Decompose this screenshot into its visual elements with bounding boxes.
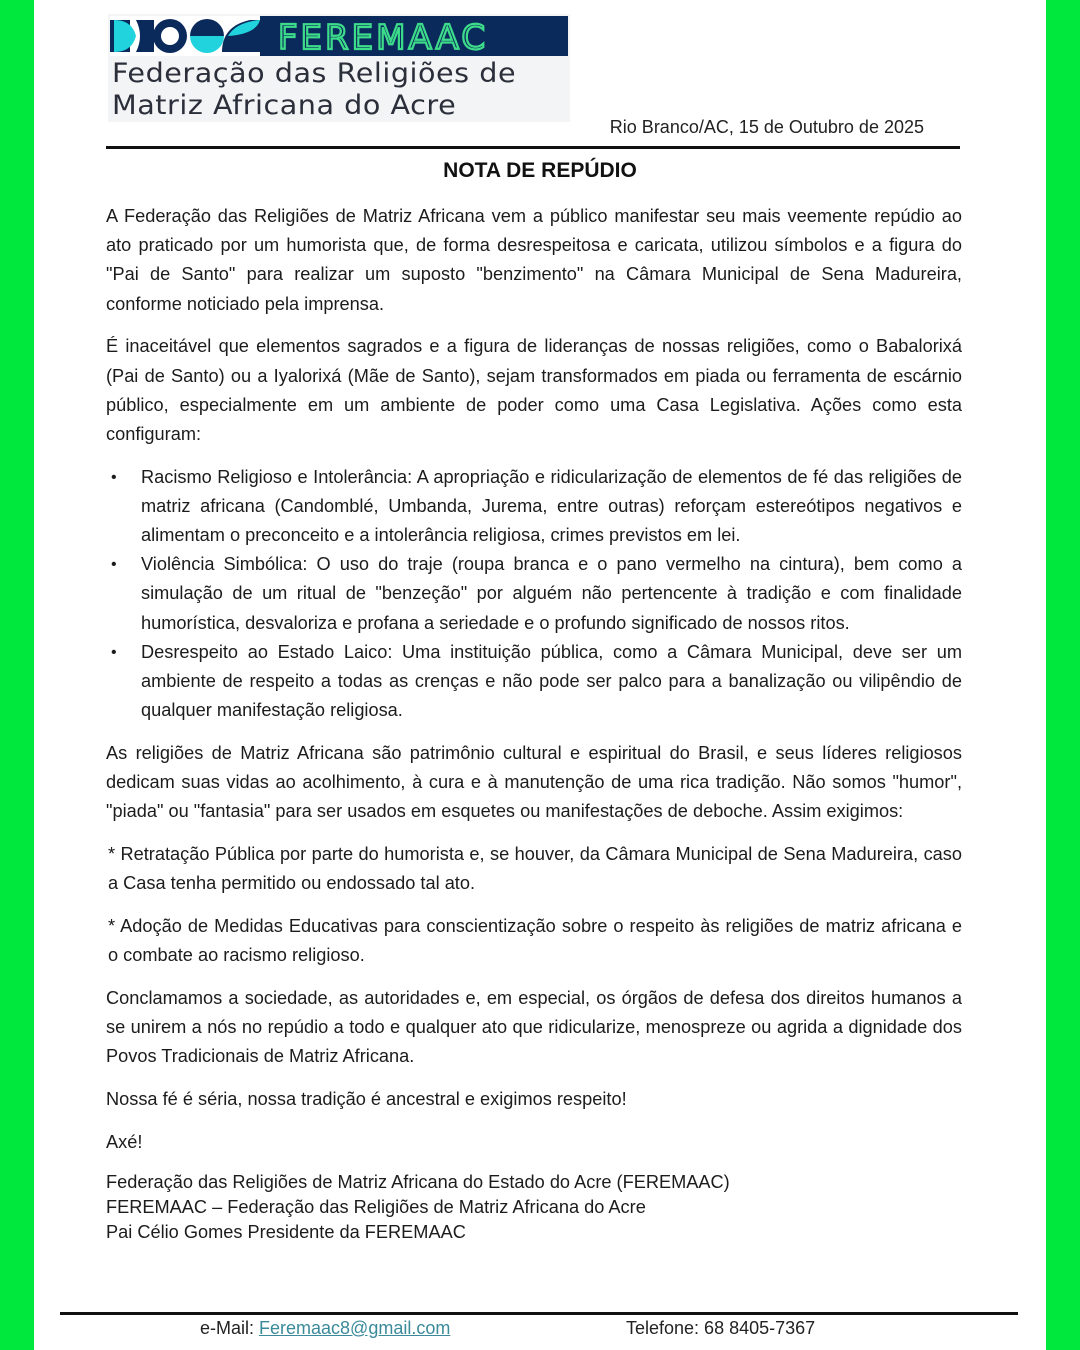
header-divider (106, 146, 960, 149)
email-label: e-Mail: (200, 1318, 260, 1338)
demand-retraction: * Retratação Pública por parte do humorista e, se houver, da Câmara Municipal de Sena Madureira, caso a Casa tenha permitido ou endossado tal ato. (108, 844, 962, 894)
list-item (111, 638, 962, 726)
paragraph-call-to-action: Conclamamos a sociedade, as autoridades e, em especial, os órgãos de defesa dos direitos humanos a se unirem a nós no repúdio a todo e qualquer ato que ridicularize, menospreze ou agrida a dignidade dos Povos Tradicionais de Matriz Africana. (106, 987, 962, 1067)
bullet-icon: • (111, 468, 117, 486)
feremaac-logo (108, 14, 570, 122)
paragraph-intro: A Federação das Religiões de Matriz Africana vem a público manifestar seu mais veemente repúdio ao ato praticado por um humorista que, de forma desrespeitosa e caricata, utilizou símbolos e a figura do "Pai de Santo" para realizar um suposto "benzimento" na Câmara Municipal de Sena Madureira, conforme noticiado pela imprensa. (106, 206, 962, 314)
dateline: Rio Branco/AC, 15 de Outubro de 2025 (609, 117, 924, 137)
logo-subtitle-line-1: Federação das Religiões de (112, 58, 517, 89)
demand-education: * Adoção de Medidas Educativas para conscientização sobre o respeito às religiões de matriz africana e o combate ao racismo religioso. (108, 915, 962, 966)
signature-line: Federação das Religiões de Matriz Africana do Estado do Acre (FEREMAAC) (106, 1172, 730, 1193)
paragraph-respect: Nossa fé é séria, nossa tradição é ancestral e exigimos respeito! (106, 1088, 627, 1109)
list-item-text: Violência Simbólica: O uso do traje (roupa branca e o pano vermelho na cintura), bem como a simulação de um ritual de "benzeção" por alguém não pertencente à tradição e com finalidade humorística, desvaloriza e profana a seriedade e o profundo significado de nossos ritos. (141, 554, 962, 633)
list-item-text: Desrespeito ao Estado Laico: Uma instituição pública, como a Câmara Municipal, deve ser um ambiente de respeito a todas as crenças e não pode ser palco para a banalização ou vilipêndio de qualquer manifestação religiosa. (141, 641, 962, 721)
list-item (111, 463, 962, 551)
list-item (111, 550, 962, 638)
letter-page (34, 0, 1046, 1350)
signature-block (106, 1170, 962, 1245)
paragraph-heritage: As religiões de Matriz Africana são patrimônio cultural e espiritual do Brasil, e seus líderes religiosos dedicam suas vidas ao acolhimento, à cura e à manutenção de uma rica tradição. Não somos "humor", "piada" ou "fantasia" para ser usados em esquetes ou manifestações de deboche. Assim exigimos: (106, 742, 962, 822)
paragraph-unacceptable: É inaceitável que elementos sagrados e a figura de lideranças de nossas religiões, como o Babalorixá (Pai de Santo) ou a Iyalorixá (Mãe de Santo), sejam transformados em piada ou ferramenta de escárnio público, especialmente em um ambiente de poder como uma Casa Legislativa. Ações como esta configuram: (106, 336, 962, 444)
logo-brand-text: FEREMAAC (278, 18, 489, 56)
document-body (106, 202, 962, 1245)
signature-line: Pai Célio Gomes Presidente da FEREMAAC (106, 1222, 466, 1243)
logo-banner (110, 16, 568, 56)
footer-divider (60, 1312, 1018, 1315)
bullet-icon: • (111, 643, 117, 661)
paragraph-axe: Axé! (106, 1131, 143, 1152)
bullet-icon: • (111, 556, 117, 574)
signature-line: FEREMAAC – Federação das Religiões de Matriz Africana do Acre (106, 1197, 646, 1218)
footer-phone: Telefone: 68 8405-7367 (626, 1318, 816, 1338)
logo-mark-icon (110, 16, 568, 56)
logo-subtitle-line-2: Matriz Africana do Acre (112, 90, 457, 121)
document-title: NOTA DE REPÚDIO (443, 159, 637, 182)
footer-email (200, 1318, 450, 1339)
list-item-text: Racismo Religioso e Intolerância: A apropriação e ridicularização de elementos de fé das religiões de matriz africana (Candomblé, Umbanda, Jurema, entre outras) reforçam estereótipos negativos e alimentam o preconceito e a intolerância religiosa, crimes previstos em lei. (141, 466, 962, 546)
email-link[interactable]: Feremaac8@gmail.com (259, 1318, 451, 1338)
bullet-list (106, 463, 962, 726)
